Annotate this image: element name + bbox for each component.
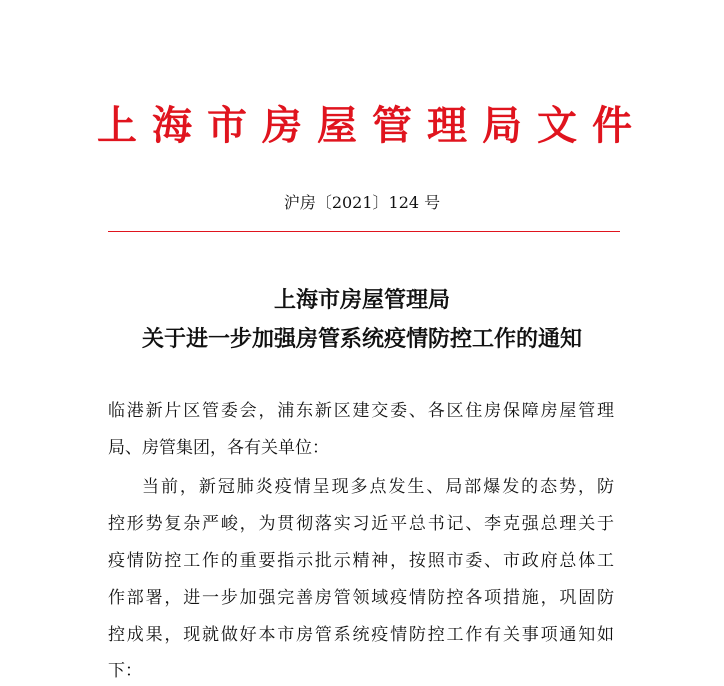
red-divider-line: [108, 231, 620, 232]
paragraph-line: 下：: [108, 661, 142, 681]
paragraph-line: 控成果，现就做好本市房管系统疫情防控工作有关事项通知如: [108, 625, 614, 645]
paragraph-line: 控形势复杂严峻，为贯彻落实习近平总书记、李克强总理关于: [108, 514, 614, 534]
paragraph-line: 当前，新冠肺炎疫情呈现多点发生、局部爆发的态势，防: [142, 477, 614, 497]
notice-title-line-2: 关于进一步加强房管系统疫情防控工作的通知: [141, 327, 582, 352]
document-header-title: 上海市房屋管理局文件: [97, 102, 647, 149]
paragraph-line: 作部署，进一步加强完善房管领域疫情防控各项措施，巩固防: [108, 588, 614, 608]
addressee-line: 临港新片区管委会，浦东新区建交委、各区住房保障房屋管理: [108, 401, 614, 421]
paragraph-line: 疫情防控工作的重要指示批示精神，按照市委、市政府总体工: [108, 551, 614, 571]
notice-title-line-1: 上海市房屋管理局: [273, 288, 450, 313]
document-number: 沪房〔2021〕124 号: [283, 193, 441, 212]
addressee-line: 局、房管集团，各有关单位：: [108, 438, 329, 458]
